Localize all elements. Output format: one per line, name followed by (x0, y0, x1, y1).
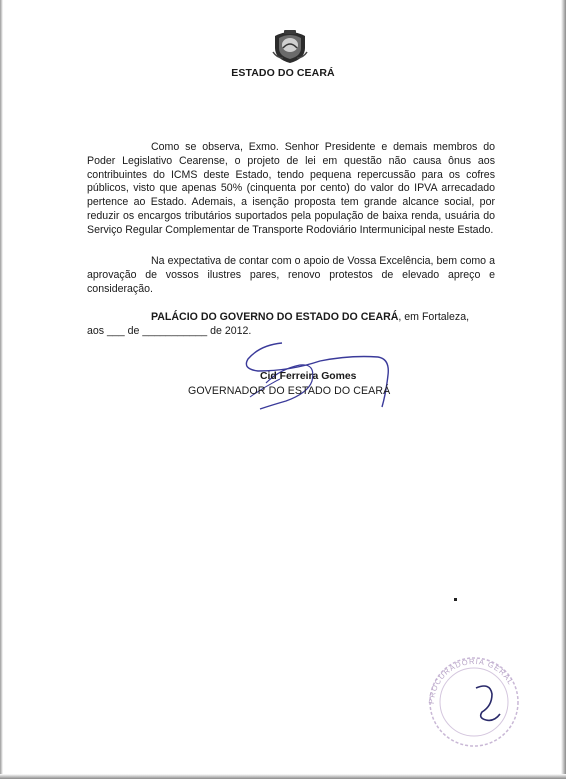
body-paragraph-2-text: Na expectativa de contar com o apoio de Vossa Excelência, bem como a aprovação de vossos ilustres pares, renovo protestos de elevado apreço e consideração. (87, 255, 495, 295)
ink-dot (454, 598, 457, 601)
body-paragraph-1-text: Como se observa, Exmo. Senhor Presidente e demais membros do Poder Legislativo Cearense, o projeto de lei em questão não causa ônus aos contribuintes do ICMS deste Estado, tendo pequena repercussão para os cofres públicos, visto que apenas 50% (cinquenta por cento) do valor do IPVA arrecadado pertence ao Estado. Ademais, a isenção proposta tem grande alcance social, por reduzir os encargos tributários suportados pela população de baixa renda, usuária do Serviço Regular Complementar de Transporte Rodoviário Intermunicipal neste Estado. (87, 141, 495, 236)
page-edge-left (0, 0, 3, 779)
signer-title: GOVERNADOR DO ESTADO DO CEARÁ (188, 385, 391, 397)
body-paragraph-1 (87, 141, 495, 238)
closing-place-date (87, 311, 507, 339)
page-edge-right (561, 0, 566, 779)
ceara-coat-of-arms-icon (271, 28, 309, 64)
palace-name: PALÁCIO DO GOVERNO DO ESTADO DO CEARÁ (151, 311, 399, 323)
signer-name: Cid Ferreira Gomes (260, 371, 357, 382)
page-edge-bottom (0, 774, 566, 779)
date-line: aos ___ de ___________ de 2012. (87, 324, 252, 337)
body-paragraph-2 (87, 255, 495, 296)
state-header-title: ESTADO DO CEARÁ (231, 67, 335, 79)
svg-text:PROCURADORIA GERAL: PROCURADORIA GERAL (426, 656, 516, 705)
place-suffix: , em Fortaleza, (398, 311, 470, 323)
official-stamp (420, 648, 528, 748)
